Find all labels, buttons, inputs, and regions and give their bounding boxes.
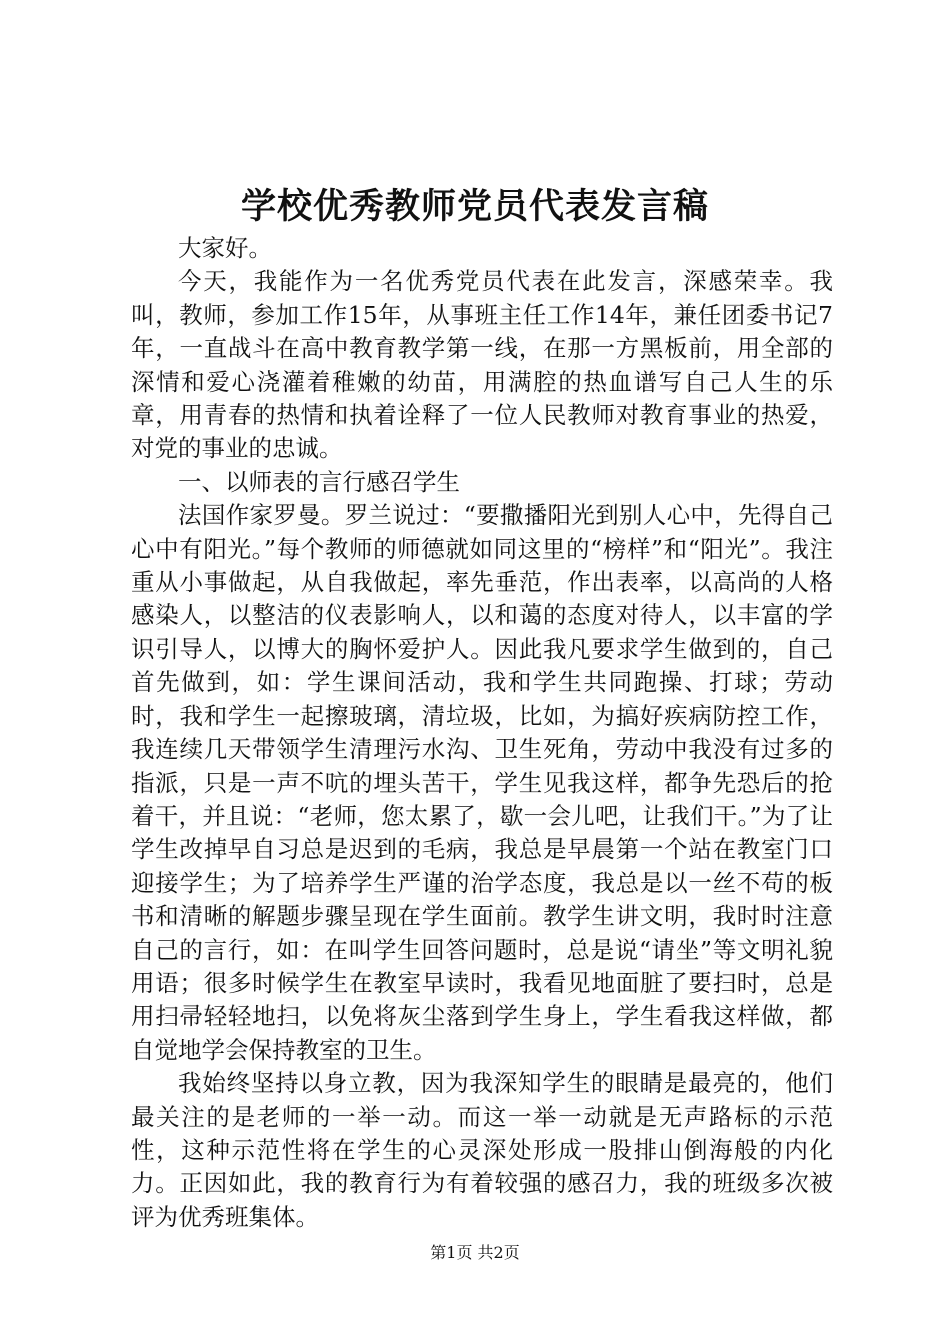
paragraph-teaching-by-example: 我始终坚持以身立教，因为我深知学生的眼睛是最亮的，他们最关注的是老师的一举一动。而这一举一动就是无声路标的示范性，这种示范性将在学生的心灵深处形成一股排山倒海般的内化力。正因如此，我的教育行为有着较强的感召力，我的班级多次被评为优秀班集体。 bbox=[131, 1069, 833, 1231]
section-heading: 一、以师表的言行感召学生 bbox=[178, 467, 460, 496]
paragraph-introduction: 今天，我能作为一名优秀党员代表在此发言，深感荣幸。我叫，教师，参加工作15年，从事班主任工作14年，兼任团委书记7年，一直战斗在高中教育教学第一线，在那一方黑板前，用全部的深情和爱心浇灌着稚嫩的幼苗，用满腔的热血谱写自己人生的乐章，用青春的热情和执着诠释了一位人民教师对教育事业的热爱，对党的事业的忠诚。 bbox=[131, 267, 833, 463]
document-body bbox=[131, 232, 833, 1234]
paragraph-role-model: 法国作家罗曼。罗兰说过：“要撒播阳光到别人心中，先得自己心中有阳光。”每个教师的师德就如同这里的“榜样”和“阳光”。我注重从小事做起，从自我做起，率先垂范，作出表率，以高尚的人格感染人，以整洁的仪表影响人，以和蔼的态度对待人，以丰富的学识引导人，以博大的胸怀爱护人。因此我凡要求学生做到的，自己首先做到，如：学生课间活动，我和学生共同跑操、打球；劳动时，我和学生一起擦玻璃，清垃圾，比如，为搞好疾病防控工作，我连续几天带领学生清理污水沟、卫生死角，劳动中我没有过多的指派，只是一声不吭的埋头苦干，学生见我这样，都争先恐后的抢着干，并且说：“老师，您太累了，歇一会儿吧，让我们干。”为了让学生改掉早自习总是迟到的毛病，我总是早晨第一个站在教室门口迎接学生；为了培养学生严谨的治学态度，我总是以一丝不苟的板书和清晰的解题步骤呈现在学生面前。教学生讲文明，我时时注意自己的言行，如：在叫学生回答问题时，总是说“请坐”等文明礼貌用语；很多时候学生在教室早读时，我看见地面脏了要扫时，总是用扫帚轻轻地扫，以免将灰尘落到学生身上，学生看我这样做，都自觉地学会保持教室的卫生。 bbox=[131, 501, 833, 1064]
document-title: 学校优秀教师党员代表发言稿 bbox=[240, 186, 709, 227]
paragraph-greeting: 大家好。 bbox=[178, 234, 272, 262]
page-footer: 第1页 共2页 bbox=[430, 1243, 520, 1262]
